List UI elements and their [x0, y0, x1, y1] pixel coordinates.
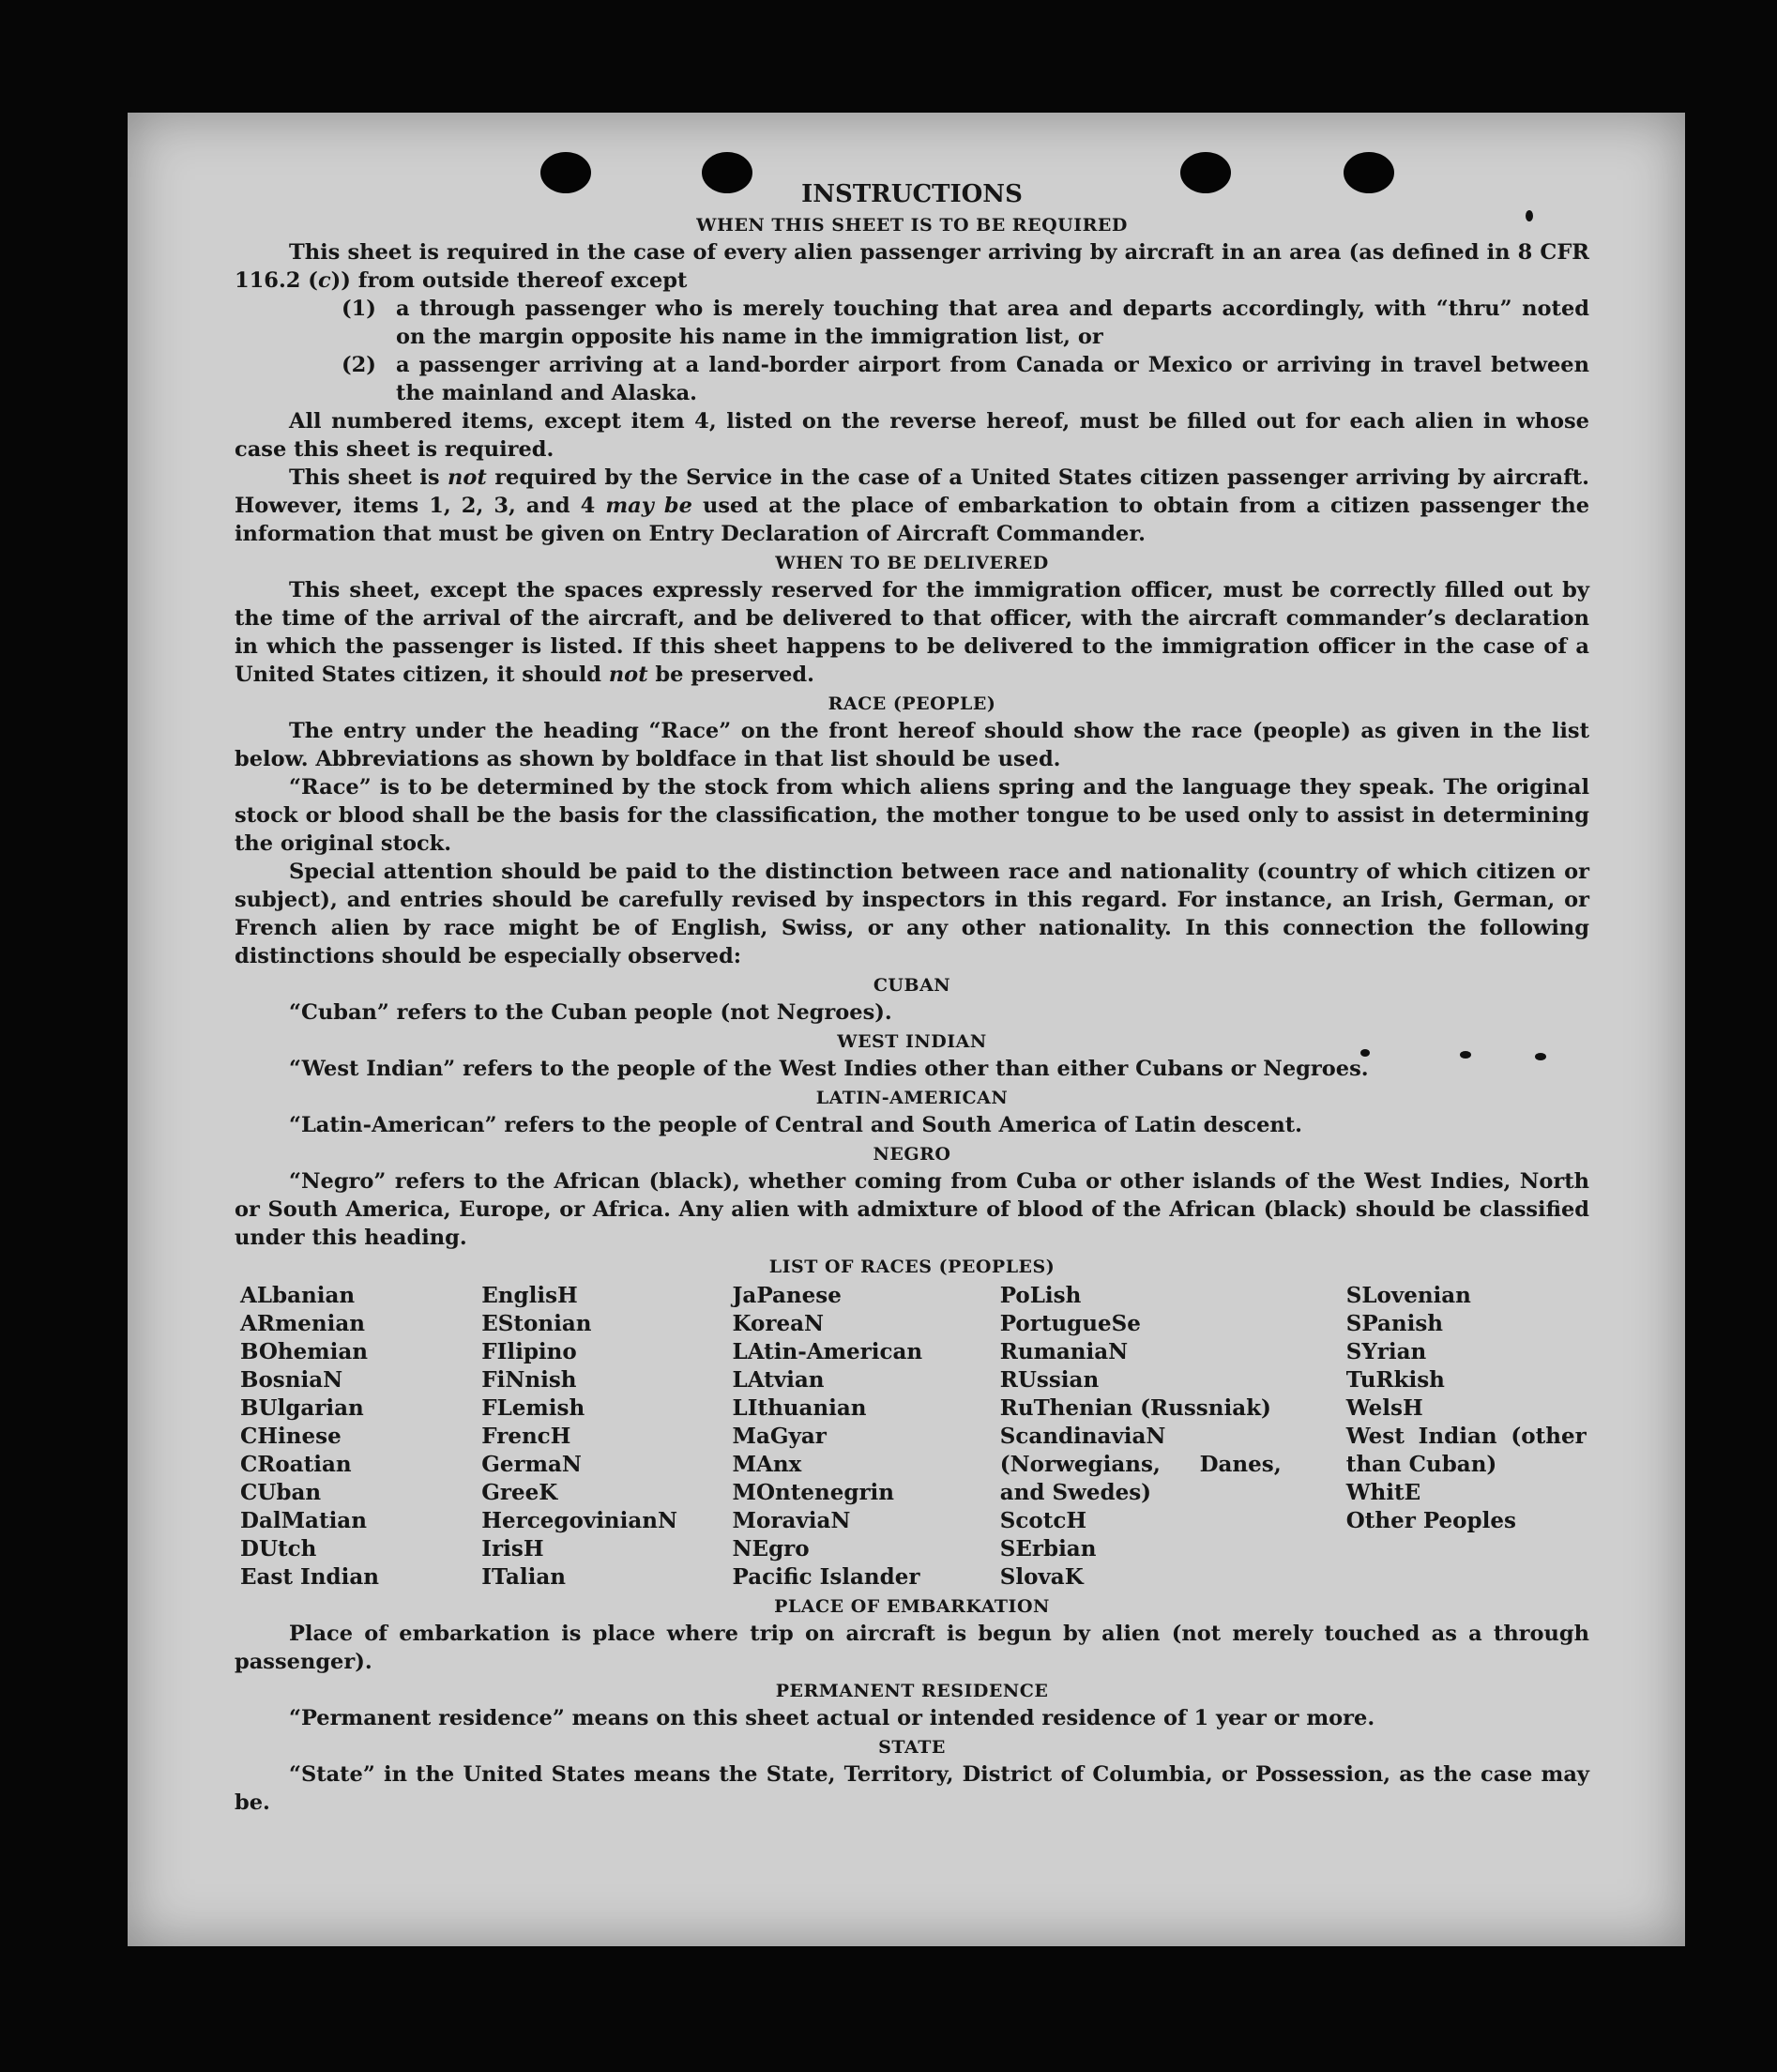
race-item: DUtch: [240, 1536, 317, 1562]
race-item: CHinese: [240, 1424, 342, 1449]
race-item: DalMatian: [240, 1508, 367, 1533]
list-item: (2) a passenger arriving at a land-border airport from Canada or Mexico or arriving in travel between the mainland and Alaska.: [342, 353, 1589, 405]
race-item: TuRkish: [1345, 1367, 1445, 1393]
section-heading: CUBAN: [873, 975, 951, 996]
race-item: RumaniaN: [999, 1339, 1129, 1364]
race-item: SErbian: [999, 1536, 1097, 1562]
race-item: FrencH: [481, 1424, 571, 1449]
section-heading: STATE: [878, 1737, 946, 1758]
section-heading: LATIN-AMERICAN: [815, 1088, 1009, 1108]
list-item: (1) a through passenger who is merely touching that area and departs accordingly, with “thru” noted on the margin opposite his name in the immigration list, or: [342, 297, 1589, 349]
race-item: EStonian: [481, 1311, 592, 1336]
section-heading: NEGRO: [873, 1144, 951, 1165]
section-heading: WEST INDIAN: [837, 1031, 987, 1052]
race-item: KoreaN: [732, 1311, 825, 1336]
paragraph: “State” in the United States means the State, Territory, District of Columbia, or Possession, as the case may be.: [235, 1762, 1589, 1815]
paragraph: “Race” is to be determined by the stock from which aliens spring and the language they speak. The original stock or blood shall be the basis for the classification, the mother tongue to be used only to assist in determining the original stock.: [235, 775, 1589, 856]
race-item: EnglisH: [481, 1283, 578, 1308]
race-item: BosniaN: [240, 1367, 343, 1393]
race-item: LIthuanian: [732, 1395, 867, 1421]
race-item: HercegovinianN: [481, 1508, 678, 1533]
paragraph: Special attention should be paid to the distinction between race and nationality (country of which citizen or subject), and entries should be carefully revised by inspectors in this regard. For instance, an Irish, German, or French alien by race might be of English, Swiss, or any other nationality. In this connection the following distinctions should be especially observed:: [235, 860, 1589, 968]
race-item: Pacific Islander: [732, 1564, 920, 1590]
paragraph: “Permanent residence” means on this sheet actual or intended residence of 1 year or more.: [289, 1706, 1375, 1730]
paragraph: The entry under the heading “Race” on the front hereof should show the race (people) as given in the list below. Abbreviations as shown by boldface in that list should be used.: [235, 719, 1589, 771]
document-sheet: [128, 113, 1685, 1946]
race-item: GermaN: [481, 1452, 582, 1477]
race-item: FiNnish: [481, 1367, 577, 1393]
race-item: JaPanese: [732, 1283, 842, 1308]
race-column: [1346, 1282, 1589, 1592]
race-item: WhitE: [1345, 1480, 1421, 1505]
paragraph: “West Indian” refers to the people of the West Indies other than either Cubans or Negroes.: [289, 1057, 1369, 1081]
section-heading: WHEN TO BE DELIVERED: [775, 553, 1049, 573]
section-heading: PERMANENT RESIDENCE: [775, 1681, 1049, 1701]
race-item: CUban: [240, 1480, 322, 1505]
race-item: GreeK: [481, 1480, 558, 1505]
race-item: ScandinaviaN (Norwegians, Danes, and Swedes): [999, 1424, 1282, 1505]
paragraph: “Latin-American” refers to the people of Central and South America of Latin descent.: [289, 1113, 1302, 1137]
race-column: [733, 1282, 1000, 1592]
race-item: ALbanian: [240, 1283, 356, 1308]
race-item: ScotcH: [999, 1508, 1087, 1533]
race-item: ARmenian: [240, 1311, 366, 1336]
race-item: SYrian: [1345, 1339, 1427, 1364]
race-item: SlovaK: [999, 1564, 1084, 1590]
race-item: BOhemian: [240, 1339, 368, 1364]
race-item: IrisH: [481, 1536, 544, 1562]
race-item: WelsH: [1345, 1395, 1423, 1421]
paragraph: This sheet, except the spaces expressly reserved for the immigration officer, must be correctly filled out by the time of the arrival of the aircraft, and be delivered to that officer, with the aircraft commander’s declaration in which the passenger is listed. If this sheet happens to be delivered to the immigration officer in the case of a United States citizen, it should not be preserved.: [235, 578, 1589, 687]
race-item: MoraviaN: [732, 1508, 851, 1533]
paragraph: This sheet is required in the case of every alien passenger arriving by aircraft in an area (as defined in 8 CFR 116.2 (c)) from outside thereof except: [235, 240, 1589, 293]
race-item: Other Peoples: [1345, 1508, 1516, 1533]
race-item: NEgro: [732, 1536, 810, 1562]
section-heading: WHEN THIS SHEET IS TO BE REQUIRED: [696, 215, 1128, 236]
race-item: SPanish: [1345, 1311, 1444, 1336]
race-column: [1000, 1282, 1346, 1592]
race-item: West Indian (other than Cuban): [1345, 1424, 1587, 1477]
paragraph: Place of embarkation is place where trip on aircraft is begun by alien (not merely touched as a through passenger).: [235, 1622, 1589, 1674]
paragraph: All numbered items, except item 4, listed on the reverse hereof, must be filled out for each alien in whose case this sheet is required.: [235, 409, 1589, 462]
race-item: CRoatian: [240, 1452, 352, 1477]
race-item: ITalian: [481, 1564, 566, 1590]
race-item: LAtin-American: [732, 1339, 923, 1364]
section-heading: LIST OF RACES (PEOPLES): [768, 1257, 1056, 1277]
paragraph: “Negro” refers to the African (black), whether coming from Cuba or other islands of the West Indies, North or South America, Europe, or Africa. Any alien with admixture of blood of the African (black) should be classified under this heading.: [235, 1169, 1589, 1250]
paragraph: “Cuban” refers to the Cuban people (not Negroes).: [289, 1000, 892, 1025]
race-column: [481, 1282, 732, 1592]
race-column: [240, 1282, 481, 1592]
instructions-content: [235, 178, 1589, 1817]
race-item: BUlgarian: [240, 1395, 364, 1421]
race-item: East Indian: [240, 1564, 379, 1590]
race-item: LAtvian: [732, 1367, 825, 1393]
race-item: PortugueSe: [999, 1311, 1141, 1336]
race-item: PoLish: [999, 1283, 1082, 1308]
paragraph: This sheet is not required by the Service in the case of a United States citizen passenger arriving by aircraft. However, items 1, 2, 3, and 4 may be used at the place of embarkation to obtain from a citizen passenger the information that must be given on Entry Declaration of Aircraft Commander.: [235, 465, 1590, 546]
race-item: FLemish: [481, 1395, 585, 1421]
section-heading: PLACE OF EMBARKATION: [774, 1596, 1050, 1617]
race-item: FIlipino: [481, 1339, 577, 1364]
race-item: MaGyar: [732, 1424, 827, 1449]
race-item: RuThenian (Russniak): [999, 1395, 1271, 1421]
page-title: INSTRUCTIONS: [801, 180, 1023, 208]
race-item: MOntenegrin: [732, 1480, 895, 1505]
race-item: RUssian: [999, 1367, 1100, 1393]
race-item: SLovenian: [1345, 1283, 1471, 1308]
section-heading: RACE (PEOPLE): [828, 693, 996, 714]
race-item: MAnx: [732, 1452, 802, 1477]
race-list: [235, 1282, 1589, 1592]
